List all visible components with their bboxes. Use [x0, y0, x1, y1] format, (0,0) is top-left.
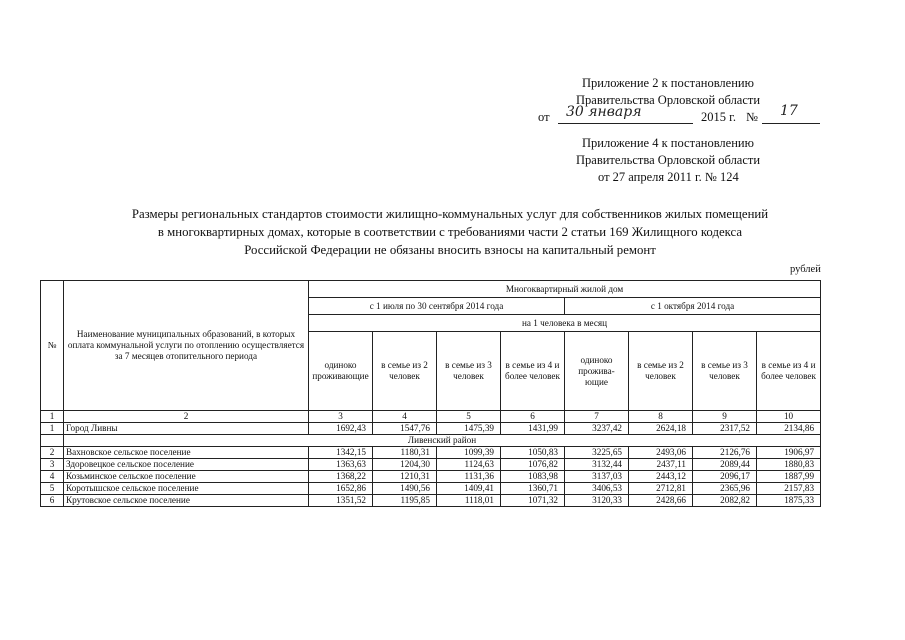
- row-num: 6: [41, 495, 64, 507]
- row-value: 2365,96: [693, 483, 757, 495]
- row-value: 1131,36: [437, 471, 501, 483]
- row-value: 1887,99: [757, 471, 821, 483]
- row-value: 1210,31: [373, 471, 437, 483]
- row-value: 1342,15: [309, 447, 373, 459]
- section-row: [41, 435, 821, 447]
- row-value: 3137,03: [565, 471, 629, 483]
- table-row: [41, 423, 821, 435]
- number-label: №: [746, 110, 758, 124]
- row-value: 3406,53: [565, 483, 629, 495]
- document-title: [70, 205, 830, 259]
- col-number: 3: [309, 411, 373, 423]
- subcol-header: в семье из 3 человек: [437, 332, 501, 411]
- row-value: 1050,83: [501, 447, 565, 459]
- table-row: [41, 459, 821, 471]
- row-value: 1076,82: [501, 459, 565, 471]
- standards-table: [40, 280, 821, 507]
- date-underline: [558, 123, 693, 124]
- subcol-header: одиноко проживающие: [309, 332, 373, 411]
- col-number: 10: [757, 411, 821, 423]
- number-underline: [762, 123, 820, 124]
- row-num: 5: [41, 483, 64, 495]
- col-number: 5: [437, 411, 501, 423]
- row-value: 1547,76: [373, 423, 437, 435]
- title-line-3: Российской Федерации не обязаны вносить взносы на капитальный ремонт: [244, 243, 656, 257]
- row-value: 1099,39: [437, 447, 501, 459]
- row-name: Город Ливны: [64, 423, 309, 435]
- subcol-header: в семье из 3 человек: [693, 332, 757, 411]
- row-value: 1475,39: [437, 423, 501, 435]
- table-row: [41, 471, 821, 483]
- row-value: 3225,65: [565, 447, 629, 459]
- row-value: 1360,71: [501, 483, 565, 495]
- row-value: 1363,63: [309, 459, 373, 471]
- col-number: 2: [64, 411, 309, 423]
- col-number: 8: [629, 411, 693, 423]
- handwritten-date: 30 января: [566, 104, 642, 120]
- period1-header: с 1 июля по 30 сентября 2014 года: [309, 298, 565, 315]
- appendix2-line1: Приложение 2 к постановлению: [582, 76, 754, 90]
- row-value: 1409,41: [437, 483, 501, 495]
- table-row: [41, 447, 821, 459]
- row-value: 1652,86: [309, 483, 373, 495]
- subcol-header: в семье из 4 и более человек: [757, 332, 821, 411]
- row-value: 1118,01: [437, 495, 501, 507]
- row-value: 1692,43: [309, 423, 373, 435]
- col-number: 9: [693, 411, 757, 423]
- row-value: 2712,81: [629, 483, 693, 495]
- row-value: 1124,63: [437, 459, 501, 471]
- row-name: Вахновское сельское поселение: [64, 447, 309, 459]
- col-name-header: Наименование муниципальных образований, в которых оплата коммунальной услуги по отоплению осуществляется за 7 месяцев отопительного периода: [64, 281, 309, 411]
- row-value: 1880,83: [757, 459, 821, 471]
- column-numbers-row: [41, 411, 821, 423]
- row-num: 3: [41, 459, 64, 471]
- row-value: 2437,11: [629, 459, 693, 471]
- subcol-header: одиноко прожива-ющие: [565, 332, 629, 411]
- col-number: 4: [373, 411, 437, 423]
- row-value: 1204,30: [373, 459, 437, 471]
- row-name: Коротышское сельское поселение: [64, 483, 309, 495]
- row-num: 4: [41, 471, 64, 483]
- row-name: Крутовское сельское поселение: [64, 495, 309, 507]
- row-value: 2428,66: [629, 495, 693, 507]
- date-prefix: от: [538, 110, 550, 124]
- period2-header: с 1 октября 2014 года: [565, 298, 821, 315]
- row-value: 2096,17: [693, 471, 757, 483]
- col-number: 1: [41, 411, 64, 423]
- row-value: 2126,76: [693, 447, 757, 459]
- row-value: 1195,85: [373, 495, 437, 507]
- appendix4-line1: Приложение 4 к постановлению: [582, 136, 754, 150]
- group-header: Многоквартирный жилой дом: [309, 281, 821, 298]
- row-num: 2: [41, 447, 64, 459]
- row-value: 2443,12: [629, 471, 693, 483]
- subcol-header: в семье из 4 и более человек: [501, 332, 565, 411]
- title-line-1: Размеры региональных стандартов стоимости жилищно-коммунальных услуг для собственников жилых помещений: [131, 207, 769, 221]
- section-label: Ливенский район: [64, 435, 821, 447]
- row-value: 2089,44: [693, 459, 757, 471]
- row-value: 1431,99: [501, 423, 565, 435]
- row-value: 2157,83: [757, 483, 821, 495]
- row-value: 3132,44: [565, 459, 629, 471]
- row-name: Здоровецкое сельское поселение: [64, 459, 309, 471]
- row-value: 1490,56: [373, 483, 437, 495]
- table-row: [41, 495, 821, 507]
- row-value: 1368,22: [309, 471, 373, 483]
- handwritten-number: 17: [780, 103, 798, 119]
- row-value: 2317,52: [693, 423, 757, 435]
- row-value: 1906,97: [757, 447, 821, 459]
- title-line-2: в многоквартирных домах, которые в соответствии с требованиями части 2 статьи 169 Жилищного кодекса: [157, 225, 743, 239]
- col-number: 7: [565, 411, 629, 423]
- row-value: 1875,33: [757, 495, 821, 507]
- appendix2-line2: Правительства Орловской области: [576, 93, 761, 107]
- col-num-header: №: [41, 281, 64, 411]
- row-value: 1351,52: [309, 495, 373, 507]
- row-value: 2624,18: [629, 423, 693, 435]
- subcol-header: в семье из 2 человек: [373, 332, 437, 411]
- year-text: 2015 г.: [701, 110, 736, 124]
- subcol-header: в семье из 2 человек: [629, 332, 693, 411]
- row-value: 1083,98: [501, 471, 565, 483]
- row-name: Козьминское сельское поселение: [64, 471, 309, 483]
- row-value: 1071,32: [501, 495, 565, 507]
- row-value: 3120,33: [565, 495, 629, 507]
- row-value: 1180,31: [373, 447, 437, 459]
- table-row: [41, 483, 821, 495]
- units-label: рублей: [790, 264, 821, 275]
- appendix4-line3: от 27 апреля 2011 г. № 124: [598, 170, 739, 184]
- per-person-header: на 1 человека в месяц: [309, 315, 821, 332]
- row-value: 2493,06: [629, 447, 693, 459]
- col-number: 6: [501, 411, 565, 423]
- row-value: 2082,82: [693, 495, 757, 507]
- appendix4-line2: Правительства Орловской области: [576, 153, 761, 167]
- row-num: 1: [41, 423, 64, 435]
- row-value: 2134,86: [757, 423, 821, 435]
- row-value: 3237,42: [565, 423, 629, 435]
